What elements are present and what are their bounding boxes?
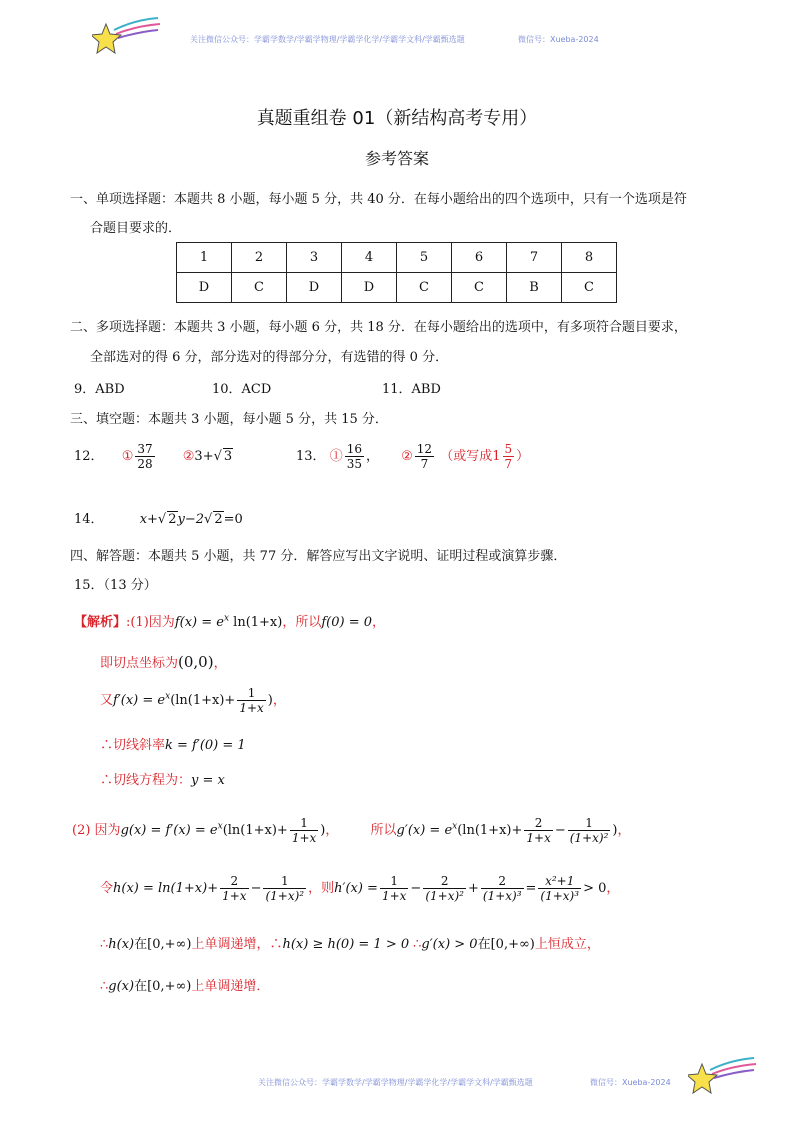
numerator: 1 (263, 874, 306, 889)
text: 即切点坐标为 (100, 656, 179, 671)
table-row (177, 273, 617, 303)
numerator: 1 (568, 816, 611, 831)
text: ∴ (413, 937, 422, 952)
answer-12 (74, 442, 233, 471)
formula: [0,+∞) (490, 937, 535, 952)
table-header-cell: 8 (562, 243, 617, 273)
text: 上单调递增． (191, 979, 270, 994)
fraction (290, 816, 318, 845)
solution-line-1 (74, 611, 385, 630)
text: ∴ (269, 937, 283, 952)
table-cell: D (342, 273, 397, 303)
section1-line1: 一、单项选择题：本题共 8 小题，每小题 5 分，共 40 分．在每小题给出的四个选项中，只有一个选项是符 (70, 192, 687, 207)
numerator: x²+1 (538, 874, 581, 889)
answer-10: 10．ACD (212, 382, 272, 397)
formula: (0,0) (178, 653, 214, 671)
section2-line1: 二、多项选择题：本题共 3 小题，每小题 6 分，共 18 分．在每小题给出的选项中，有多项符合题目要求， (70, 320, 687, 335)
denominator: 1+x (291, 831, 317, 845)
solution-line-9 (100, 975, 269, 994)
radicand: 2 (168, 512, 177, 527)
circle-one: ① (121, 449, 134, 464)
fraction (423, 874, 466, 903)
text: ，则 (308, 881, 335, 896)
formula: ) (320, 823, 326, 838)
text: 所以 (370, 823, 397, 838)
q-number: 13． (296, 449, 326, 464)
text: ∴ (100, 937, 109, 952)
text: ， (272, 693, 286, 708)
formula: ) (267, 693, 273, 708)
numerator: 37 (137, 442, 153, 456)
numerator: 2 (423, 874, 466, 889)
denominator: (1+x)³ (482, 889, 522, 903)
fraction (220, 874, 248, 903)
denominator: 28 (137, 457, 153, 471)
fraction (481, 874, 524, 903)
formula: h(x) ≥ h(0) = 1 > 0 (282, 937, 410, 952)
fraction (345, 442, 364, 471)
solution-line-6 (72, 816, 630, 845)
formula: f(0) = 0 (321, 615, 373, 630)
table-cell: C (397, 273, 452, 303)
q-number: 14． (74, 512, 104, 527)
equation-part: y−2 (177, 512, 205, 527)
text: 在 (134, 937, 148, 952)
text: ， (213, 656, 227, 671)
sqrt: √ 2 (204, 512, 223, 527)
numerator: 2 (524, 816, 552, 831)
fraction (415, 442, 434, 471)
formula: h(x) = ln(1+x)+ (113, 881, 219, 896)
alt-int: 1 (492, 449, 501, 464)
denominator: 1+x (526, 831, 551, 845)
circle-two: ② (182, 449, 195, 464)
text: ∴ (100, 979, 109, 994)
solution-line-4 (100, 734, 246, 753)
table-cell: D (177, 273, 232, 303)
section1-line2: 合题目要求的． (90, 221, 182, 236)
solution-label: 【解析】 (74, 615, 127, 630)
comma: ， (365, 449, 379, 464)
formula: h(x) (108, 937, 135, 952)
operator: − (554, 823, 566, 838)
text: 在 (477, 937, 491, 952)
radicand: 2 (214, 512, 223, 527)
equation-part: =0 (223, 512, 243, 527)
denominator: (1+x)³ (540, 889, 580, 903)
answer-11: 11．ABD (382, 382, 441, 397)
fraction (503, 442, 515, 471)
header-wechat: 微信号：Xueba-2024 (518, 35, 599, 44)
value: 3+ (194, 449, 214, 464)
table-header-cell: 2 (232, 243, 287, 273)
table-header-cell: 4 (342, 243, 397, 273)
formula: f′(x) = e (113, 693, 166, 708)
table-header-cell: 6 (452, 243, 507, 273)
section2-line2: 全部选对的得 6 分，部分选对的得部分分，有选错的得 0 分． (90, 350, 449, 365)
q-number: 12． (74, 449, 104, 464)
text: 令 (100, 881, 114, 896)
sqrt-value: √ 3 (213, 449, 233, 464)
denominator: 7 (420, 457, 429, 471)
formula: g(x) (108, 979, 135, 994)
numerator: 16 (346, 442, 362, 456)
text: 在 (134, 979, 148, 994)
formula: (ln(1+x)+ (170, 693, 236, 708)
fraction (538, 874, 581, 903)
denominator: (1+x)² (569, 831, 609, 845)
answer-table (176, 242, 617, 303)
formula: (ln(1+x)+ (222, 823, 288, 838)
page-subtitle: 参考答案 (364, 149, 429, 168)
text: :(1)因为 (126, 615, 175, 630)
table-header-cell: 5 (397, 243, 452, 273)
solution-line-3 (100, 686, 286, 715)
table-cell: C (562, 273, 617, 303)
superscript: x (223, 613, 230, 624)
answer-13 (296, 442, 529, 471)
operator: − (410, 881, 422, 896)
text: ， (325, 823, 339, 838)
formula: k = f′(0) = 1 (165, 738, 246, 753)
denominator: 1+x (381, 889, 407, 903)
table-cell: D (287, 273, 342, 303)
formula: g′(x) = e (396, 823, 453, 838)
numerator: 12 (416, 442, 433, 456)
formula: [0,+∞) (147, 979, 192, 994)
radicand: 3 (223, 449, 233, 464)
solution-line-8 (100, 933, 600, 952)
numerator: 5 (504, 442, 513, 456)
formula: ) (612, 823, 618, 838)
text: ，所以 (282, 615, 322, 630)
operator: = (525, 881, 537, 896)
text: 又 (100, 693, 114, 708)
operator: + (467, 881, 479, 896)
solution-line-2 (100, 652, 227, 671)
text: ∴切线方程为： (100, 773, 192, 788)
formula: > 0 (583, 881, 607, 896)
text: ∴切线斜率 (100, 738, 166, 753)
superscript: x (165, 691, 171, 702)
operator: − (250, 881, 262, 896)
formula: y = x (191, 773, 225, 788)
text: ， (372, 615, 386, 630)
formula: (ln(1+x)+ (457, 823, 523, 838)
header-text: 关注微信公众号：学霸学数学/学霸学物理/学霸学化学/学霸学文科/学霸甄选题 (190, 35, 465, 44)
question-15: 15．（13 分） (74, 578, 157, 593)
alt-open: （或写成 (440, 449, 493, 464)
alt-close: ） (516, 449, 530, 464)
sqrt: √ 2 (157, 512, 177, 527)
text: (2) 因为 (72, 823, 121, 838)
answer-9: 9．ABD (74, 382, 125, 397)
star-logo-icon (92, 16, 162, 56)
table-header-cell: 7 (507, 243, 562, 273)
numerator: 1 (237, 686, 265, 701)
formula: ln(1+x) (229, 615, 283, 630)
superscript: x (217, 821, 223, 832)
equation-part: x+ (139, 512, 158, 527)
denominator: (1+x)² (265, 889, 305, 903)
formula: [0,+∞) (147, 937, 192, 952)
text: 上恒成立， (534, 937, 600, 952)
solution-line-5 (100, 769, 225, 788)
table-row (177, 243, 617, 273)
star-logo-icon (688, 1056, 758, 1096)
solution-line-7 (100, 874, 619, 903)
footer-wechat: 微信号：Xueba-2024 (590, 1078, 671, 1087)
numerator: 2 (481, 874, 524, 889)
text: ， (617, 823, 631, 838)
denominator: (1+x)² (425, 889, 464, 903)
denominator: 1+x (239, 701, 264, 715)
section4-line: 四、解答题：本题共 5 小题，共 77 分．解答应写出文字说明、证明过程或演算步骤． (70, 549, 567, 564)
table-cell: C (232, 273, 287, 303)
fraction (263, 874, 306, 903)
text: 上单调递增， (191, 937, 270, 952)
denominator: 1+x (222, 889, 247, 903)
table-header-cell: 1 (177, 243, 232, 273)
table-header-cell: 3 (287, 243, 342, 273)
formula: f(x) = e (174, 615, 224, 630)
superscript: x (452, 821, 458, 832)
denominator: 35 (346, 457, 362, 471)
section3-line: 三、填空题：本题共 3 小题，每小题 5 分，共 15 分． (70, 412, 388, 427)
numerator: 1 (290, 816, 318, 831)
fraction (237, 686, 265, 715)
circle-one: ① (329, 449, 343, 464)
formula: g(x) = f′(x) = e (120, 823, 218, 838)
numerator: 1 (380, 874, 408, 889)
table-cell: B (507, 273, 562, 303)
page-title: 真题重组卷 01（新结构高考专用） (256, 108, 538, 129)
fraction (568, 816, 611, 845)
fraction (380, 874, 408, 903)
fraction (135, 442, 154, 471)
text: ， (606, 881, 620, 896)
denominator: 7 (504, 457, 513, 471)
table-cell: C (452, 273, 507, 303)
circle-two: ② (401, 449, 413, 464)
numerator: 2 (220, 874, 248, 889)
answer-14 (74, 508, 243, 527)
formula: g′(x) > 0 (421, 937, 478, 952)
formula: h′(x) = (334, 881, 378, 896)
fraction (524, 816, 552, 845)
footer-text: 关注微信公众号：学霸学数学/学霸学物理/学霸学化学/学霸学文科/学霸甄选题 (258, 1078, 533, 1087)
